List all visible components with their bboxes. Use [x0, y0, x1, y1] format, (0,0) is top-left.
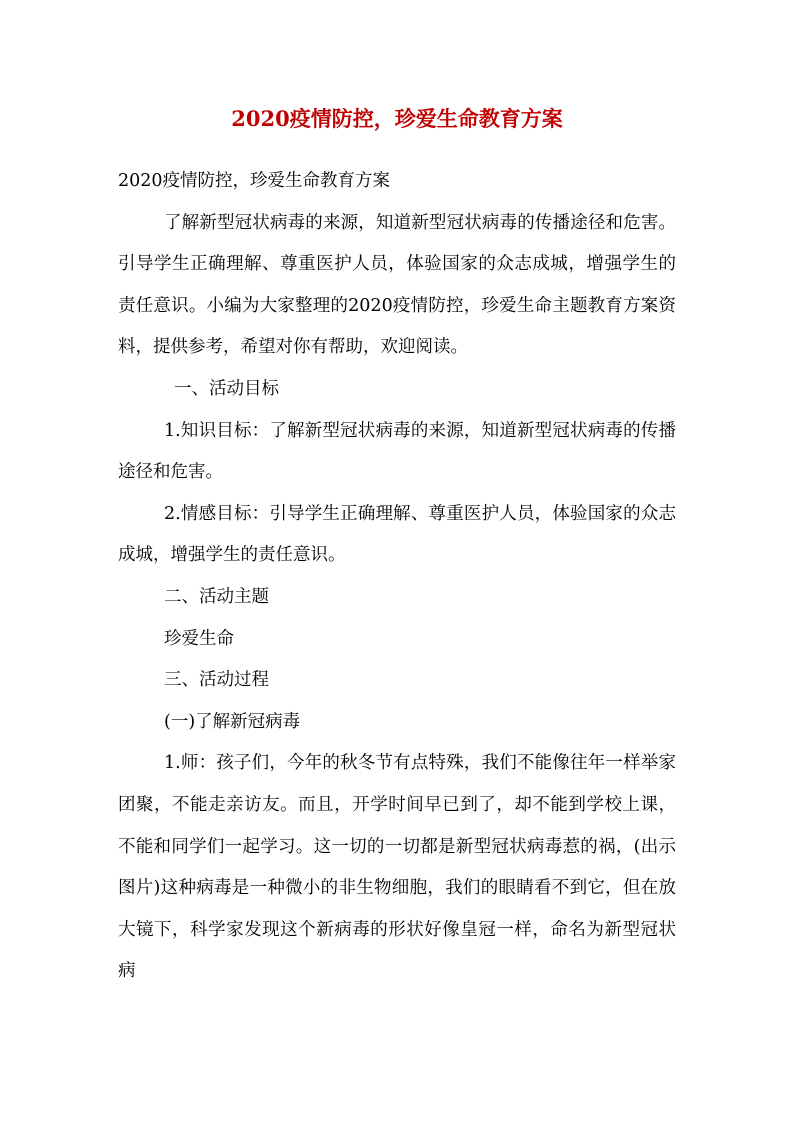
- section-heading-process: 三、活动过程: [164, 670, 269, 691]
- subtitle-paragraph: 2020疫情防控，珍爱生命教育方案: [118, 171, 391, 191]
- document-body: [118, 161, 676, 993]
- document-title: 2020疫情防控，珍爱生命教育方案: [231, 106, 563, 131]
- goal-emotion-paragraph: 2.情感目标：引导学生正确理解、尊重医护人员，体验国家的众志成城，增强学生的责任意识。: [118, 503, 676, 566]
- theme-paragraph: 珍爱生命: [164, 628, 234, 649]
- section-heading-goals: 一、活动目标: [174, 378, 279, 399]
- section-heading-theme: 二、活动主题: [164, 586, 269, 607]
- subsection-heading-virus: (一)了解新冠病毒: [164, 711, 301, 732]
- goal-knowledge-paragraph: 1.知识目标：了解新型冠状病毒的来源，知道新型冠状病毒的传播途径和危害。: [118, 420, 676, 483]
- teacher-speech-paragraph: 1.师：孩子们，今年的秋冬节有点特殊，我们不能像往年一样举家团聚，不能走亲访友。而且，开学时间早已到了，却不能到学校上课，不能和同学们一起学习。这一切的一切都是新型冠状病毒惹的祸，(出示图片)这种病毒是一种微小的非生物细胞，我们的眼睛看不到它，但在放大镜下，科学家发现这个新病毒的形状好像皇冠一样，命名为新型冠状病: [118, 753, 676, 982]
- intro-paragraph: 了解新型冠状病毒的来源，知道新型冠状病毒的传播途径和危害。引导学生正确理解、尊重医护人员，体验国家的众志成城，增强学生的责任意识。小编为大家整理的2020疫情防控，珍爱生命主题教育方案资料，提供参考，希望对你有帮助，欢迎阅读。: [118, 212, 676, 358]
